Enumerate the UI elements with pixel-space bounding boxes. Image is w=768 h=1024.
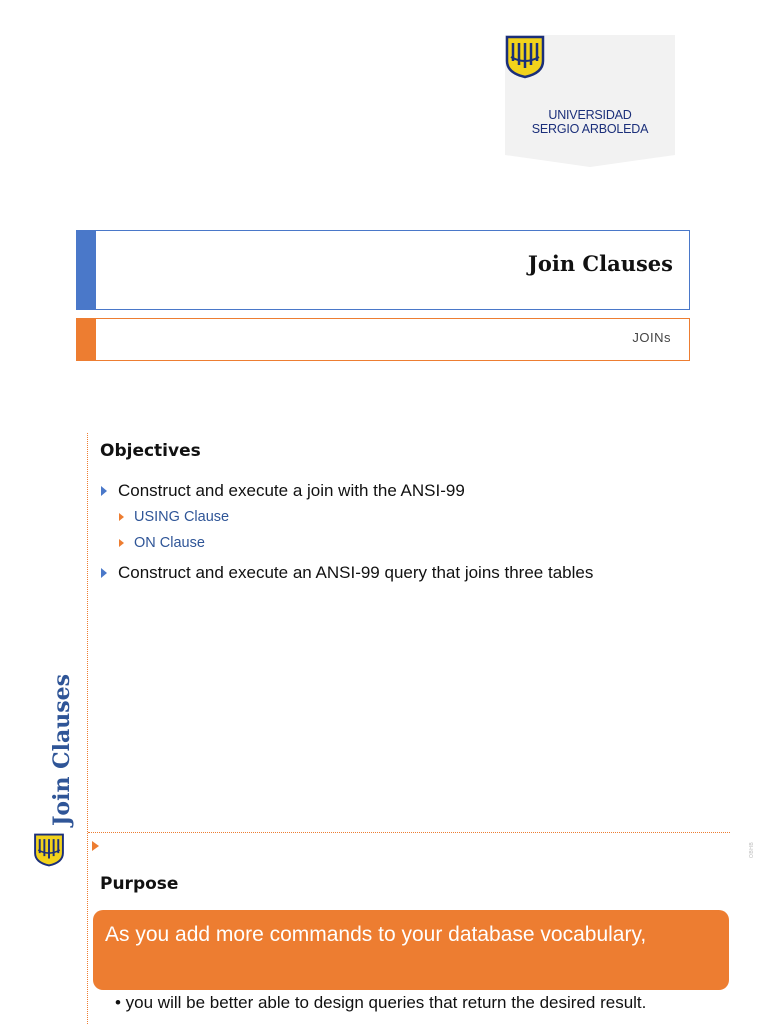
subitem-text: USING Clause — [134, 509, 230, 525]
bullet-arrow-icon — [101, 568, 107, 578]
side-logo-shield-icon — [32, 833, 66, 867]
objective-item — [101, 563, 593, 583]
objective-text: Construct and execute an ANSI-99 query that joins three tables — [118, 563, 594, 582]
university-logo — [505, 35, 675, 167]
objectives-heading: Objectives — [100, 441, 201, 461]
subtitle-box — [76, 318, 690, 361]
page-title: Join Clauses — [527, 251, 673, 276]
purpose-heading: Purpose — [100, 874, 179, 894]
vertical-section-title: Join Clauses — [49, 674, 75, 826]
objective-subitem — [119, 535, 205, 551]
bullet-arrow-icon — [101, 486, 107, 496]
vertical-divider — [87, 433, 88, 1024]
objective-text: Construct and execute a join with the ANSI-99 — [118, 481, 465, 500]
purpose-bullet-text: • you will be better able to design queries that return the desired result. — [115, 993, 647, 1012]
logo-text — [505, 108, 675, 136]
horizontal-divider — [88, 832, 730, 833]
sub-bullet-arrow-icon — [119, 539, 124, 547]
sub-bullet-arrow-icon — [119, 513, 124, 521]
subtitle-accent-bar — [77, 319, 96, 360]
logo-shield-icon — [505, 35, 545, 79]
purpose-callout: As you add more commands to your database vocabulary, — [93, 910, 729, 990]
logo-line-2: SERGIO ARBOLEDA — [531, 122, 649, 136]
subitem-text: ON Clause — [134, 535, 205, 551]
logo-line-1: UNIVERSIDAD — [548, 108, 632, 122]
title-box — [76, 230, 690, 310]
objective-item — [101, 481, 465, 501]
orange-arrow-icon — [92, 841, 99, 851]
objective-subitem — [119, 509, 229, 525]
footer-mark: OBHB — [749, 841, 755, 858]
title-accent-bar — [77, 231, 96, 309]
section-arrow — [92, 841, 110, 851]
page-subtitle: JOINs — [632, 330, 671, 345]
